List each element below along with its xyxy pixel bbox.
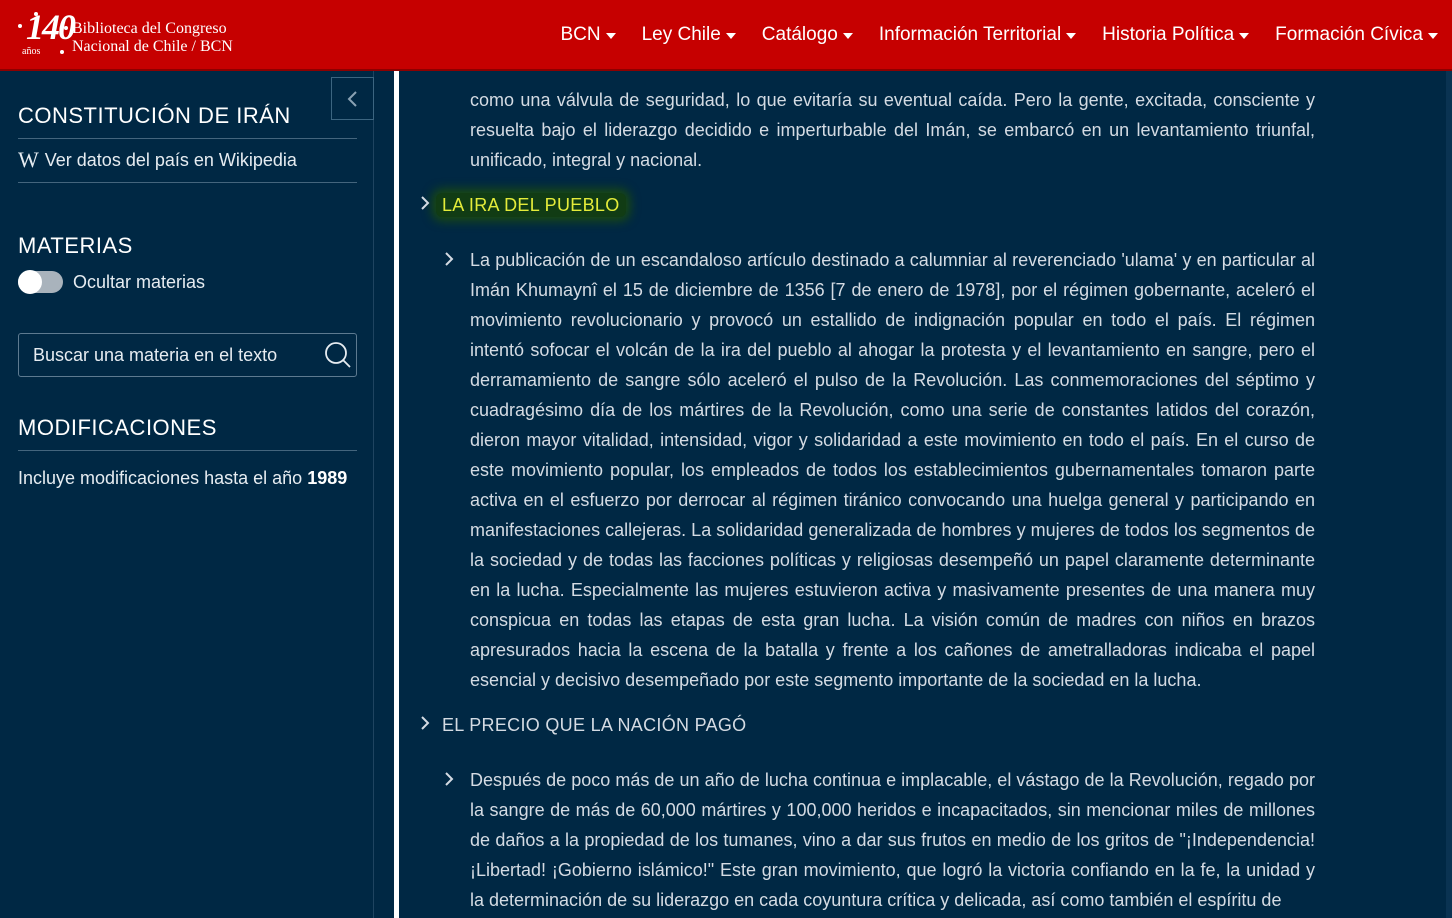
hide-materias-toggle[interactable] (18, 271, 63, 293)
section2-paragraph (470, 765, 1315, 915)
modificaciones-info (18, 468, 347, 489)
modificaciones-text: Incluye modificaciones hasta el año (18, 468, 303, 488)
caret-down-icon (843, 33, 853, 39)
nav-bcn[interactable] (560, 24, 615, 46)
nav-label: Catálogo (761, 23, 838, 45)
divider (18, 450, 357, 451)
bcn-logo[interactable] (14, 6, 254, 64)
logo-text (72, 20, 233, 56)
hide-materias-toggle-row (18, 271, 205, 293)
top-navbar (0, 0, 1452, 71)
chevron-right-icon (420, 715, 430, 736)
materia-search-box (18, 333, 357, 377)
section-heading-precio-nacion[interactable] (442, 715, 746, 736)
section-title: LA IRA DEL PUEBLO (436, 193, 626, 217)
nav-ley-chile[interactable] (642, 24, 736, 46)
section-heading-ira-del-pueblo[interactable] (442, 195, 626, 216)
sidebar (0, 71, 374, 918)
divider (18, 182, 357, 183)
logo-dot (18, 24, 22, 28)
nav-catalogo[interactable] (762, 24, 853, 46)
scrollbar-track[interactable] (1446, 71, 1452, 918)
section-title: EL PRECIO QUE LA NACIÓN PAGÓ (442, 715, 747, 735)
toggle-knob (18, 270, 42, 294)
chevron-right-icon (444, 765, 454, 796)
divider (18, 138, 357, 139)
caret-down-icon (1428, 33, 1438, 39)
chevron-left-icon (346, 90, 360, 108)
modificaciones-title: MODIFICACIONES (18, 415, 217, 440)
intro-paragraph: como una válvula de seguridad, lo que evitaría su eventual caída. Pero la gente, excitada, consciente y resuelta bajo el liderazgo decidido e imperturbable del Imán, se embarcó en un levantamiento triunfal, unificado, integral y nacional. (470, 90, 1315, 170)
logo-dot (60, 50, 64, 54)
section1-text: La publicación de un escandaloso artículo destinado a calumniar al reverenciado 'ulama' y en particular al Imán Khumaynî el 15 de diciembre de 1356 [7 de enero de 1978], por el régimen gobernante, aceleró el movimiento revolucionario y provocó un estallido de indignación popular en todo el país. El régimen intentó sofocar el volcán de la ira del pueblo al ahogar la protesta y el levantamiento en sangre, pero el derramamiento de sangre sólo aceleró el pulso de la Revolución. Las conmemoraciones del séptimo y cuadragésimo día de los mártires de la Revolución, como una serie de constantes latidos del corazón, dieron mayor vitalidad, intensidad, vigor y solidaridad a este movimiento en todo el país. En el curso de este movimiento popular, los empleados de todos los establecimientos gubernamentales tomaron parte activa en el esfuerzo por derrocar al régimen tiránico convocando una huelga general y participando en manifestaciones callejeras. La solidaridad generalizada de hombres y mujeres de todos los segmentos de la sociedad y de todas las facciones políticas y religiosas desempeñó un papel claramente determinante en la lucha. Especialmente las mujeres estuvieron activa y masivamente presentes de una manera muy conspicua en todas las etapas de esta gran lucha. La visión común de madres con niños en brazos apresurados hacia la escena de la batalla y frente a los cañones de ametralladoras indicaba el papel esencial y decisivo desempeñado por este segmento importante de la sociedad en la lucha. (470, 250, 1315, 690)
wikipedia-link-label: Ver datos del país en Wikipedia (44, 149, 297, 170)
caret-down-icon (606, 33, 616, 39)
toggle-label: Ocultar materias (73, 271, 206, 292)
chevron-right-icon (444, 245, 454, 276)
section1-paragraph (470, 245, 1315, 695)
caret-down-icon (1066, 33, 1076, 39)
materias-title: MATERIAS (18, 233, 133, 258)
nav-label: Historia Política (1102, 23, 1235, 45)
collapse-sidebar-button[interactable] (331, 77, 374, 120)
logo-anos: años (22, 46, 41, 57)
section2-text: Después de poco más de un año de lucha continua e implacable, el vástago de la Revolución, regado por la sangre de más de 60,000 mártires y 100,000 heridos e incapacitados, sin mencionar miles de millones de daños a la propiedad de los tumanes, vino a dar sus frutos en medio de los gritos de "¡Independencia! ¡Libertad! ¡Gobierno islámico!" Este gran movimiento, que logró la victoria confiando en la fe, la unidad y la determinación de su liderazgo en cada coyuntura crítica y delicada, así como también el espíritu de (470, 770, 1315, 910)
logo-number: 140 (26, 7, 74, 47)
nav-label: Ley Chile (641, 23, 721, 45)
nav-formacion-civica[interactable] (1275, 24, 1438, 46)
search-icon[interactable] (322, 339, 354, 371)
constitution-title: CONSTITUCIÓN DE IRÁN (18, 103, 291, 128)
nav-informacion-territorial[interactable] (879, 24, 1076, 46)
nav-label: BCN (560, 23, 601, 45)
nav-label: Información Territorial (878, 23, 1062, 45)
logo-line1: Biblioteca del Congreso (72, 20, 227, 37)
nav-label: Formación Cívica (1275, 23, 1423, 45)
caret-down-icon (726, 33, 736, 39)
nav-historia-politica[interactable] (1102, 24, 1249, 46)
main-content (400, 71, 1452, 918)
caret-down-icon (1239, 33, 1249, 39)
main-nav (534, 0, 1438, 69)
chevron-right-icon (420, 195, 430, 216)
content-left-border (394, 71, 399, 918)
wikipedia-icon: W (18, 147, 39, 172)
materia-search-input[interactable] (31, 344, 315, 367)
modificaciones-year: 1989 (307, 468, 348, 488)
wikipedia-link[interactable] (18, 147, 297, 173)
logo-line2: Nacional de Chile / BCN (72, 38, 233, 55)
